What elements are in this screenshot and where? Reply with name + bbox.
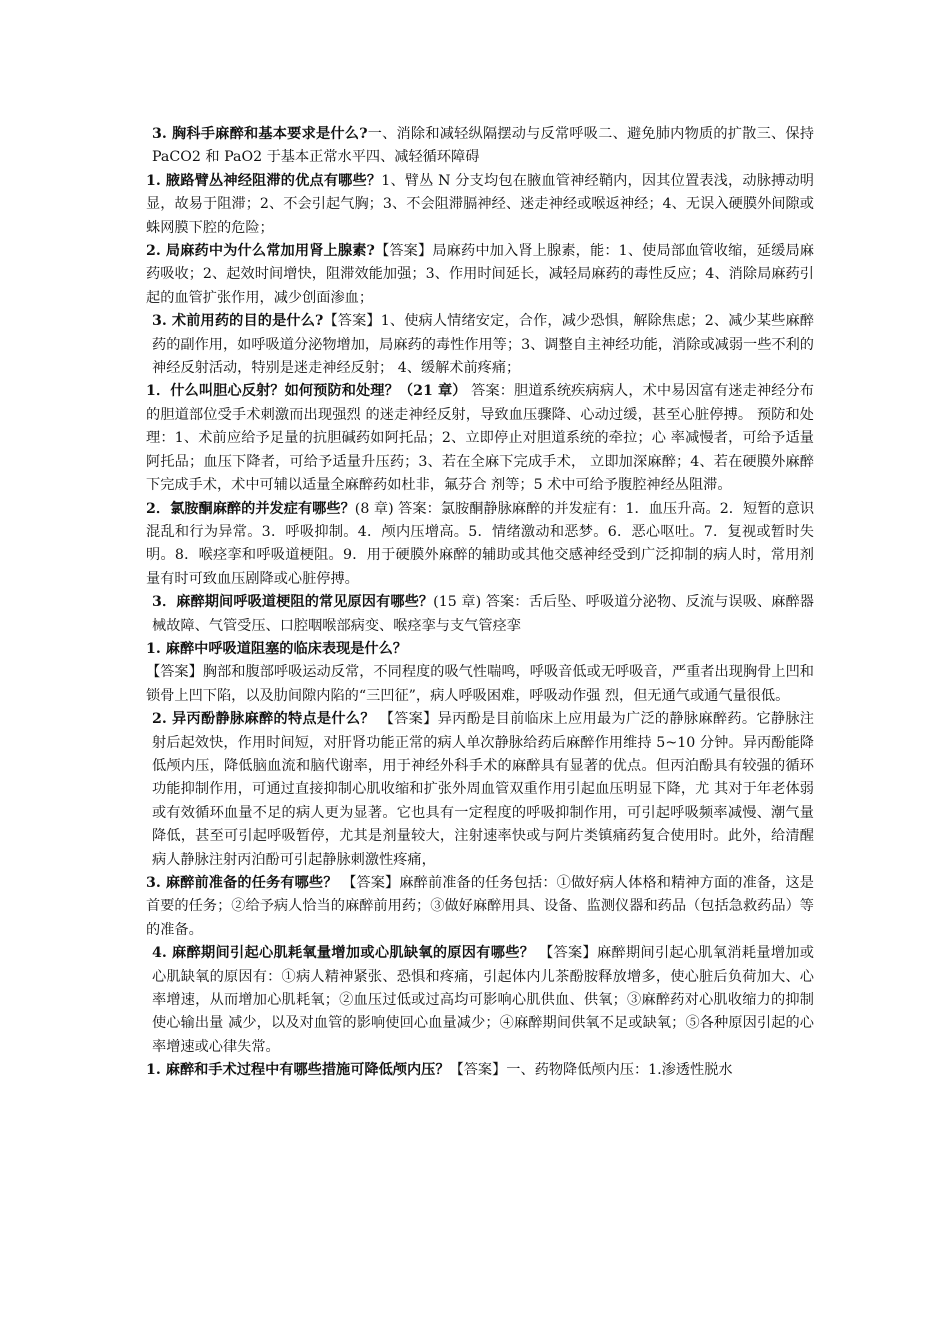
answer-text: 【答案】一、药物降低颅内压：1.渗透性脱水 [449, 1062, 733, 1079]
qa-paragraph [146, 638, 814, 661]
qa-paragraph [146, 591, 814, 638]
question-text: 1．什么叫胆心反射？如何预防和处理？（21 章） [146, 383, 467, 400]
answer-text: (8 章) 答案：氯胺酮静脉麻醉的并发症有：1．血压升高。2．短暂的意识混乱和行为异常。3．呼吸抑制。4．颅内压增高。5．情绪激动和恶梦。6．恶心呕吐。7．复视或暂时失明。8．喉痉挛和呼吸道梗阻。9．用于硬膜外麻醉的辅助或其他交感神经受到广泛抑制的病人时，常用剂量有时可致血压剧降或心脏停搏。 [146, 500, 815, 587]
answer-text: 【答案】麻醉期间引起心肌氧消耗量增加或心肌缺氧的原因有：①病人精神紧张、恐惧和疼痛，引起体内儿茶酚胺释放增多，使心脏后负荷加大、心率增速，从而增加心肌耗氧；②血压过低或过高均可影响心肌供血、供氧；③麻醉药对心肌收缩力的抑制使心输出量 减少，以及对血管的影响使回心血量减少；④麻醉期间供氧不足或缺氧；⑤各种原因引起的心率增速或心律失常。 [152, 945, 814, 1055]
question-text: 4. 麻醉期间引起心肌耗氧量增加或心肌缺氧的原因有哪些？ [152, 945, 535, 962]
answer-text: 【答案】异丙酚是目前临床上应用最为广泛的静脉麻醉药。它静脉注射后起效快，作用时间短，对肝肾功能正常的病人单次静脉给药后麻醉作用维持 5~10 分钟。异丙酚能降低颅内压，降低脑血流和脑代谢率，用于神经外科手术的麻醉具有显著的优点。但丙泊酚具有较强的循环功能抑制作用，可通过直接抑制心肌收缩和扩张外周血管双重作用引起血压明显下降，尤 其对于年老体弱或有效循环血量不足的病人更为显著。它也具有一定程度的呼吸抑制作用，可引起呼吸频率减慢、潮气量降低，甚至可引起呼吸暂停，尤其是剂量较大，注射速率快或与阿片类镇痛药复合使用时。此外，给清醒病人静脉注射丙泊酚可引起静脉刺激性疼痛， [152, 711, 814, 868]
answer-text: 1、臂丛 N 分支均包在腋血管神经鞘内，因其位置表浅，动脉搏动明显，故易于阻滞；2、不会引起气胸；3、不会阻滞膈神经、迷走神经或喉返神经；4、无误入硬膜外间隙或蛛网膜下腔的危险； [146, 172, 814, 236]
qa-paragraph [146, 170, 814, 240]
qa-paragraph [146, 498, 814, 592]
qa-paragraph [146, 708, 814, 872]
question-text: 2．氯胺酮麻醉的并发症有哪些？ [146, 500, 355, 517]
qa-paragraph [146, 942, 814, 1059]
question-text: 1. 麻醉和手术过程中有哪些措施可降低颅内压？ [146, 1062, 450, 1079]
document-page [146, 123, 814, 1083]
qa-paragraph [146, 380, 814, 497]
question-text: 1. 麻醉中呼吸道阻塞的临床表现是什么？ [146, 640, 407, 657]
qa-paragraph [146, 872, 814, 942]
question-text: 2. 异丙酚静脉麻醉的特点是什么？ [152, 711, 375, 728]
answer-text: 【答案】1、使病人情绪安定，合作，减少恐惧，解除焦虑；2、减少某些麻醉药的副作用，如呼吸道分泌物增加，局麻药的毒性作用等；3、调整自主神经功能，消除或减弱一些不利的神经反射活动，特别是迷走神经反射； 4、缓解术前疼痛； [152, 313, 814, 377]
answer-text: 【答案】局麻药中加入肾上腺素，能：1、使局部血管收缩，延缓局麻药吸收；2、起效时间增快，阻滞效能加强；3、作用时间延长，减轻局麻药的毒性反应；4、消除局麻药引起的血管扩张作用，减少创面渗血； [146, 243, 814, 306]
qa-paragraph [146, 240, 814, 310]
question-text: 3. 麻醉前准备的任务有哪些？ [146, 875, 338, 891]
question-text: 3. 胸科手麻醉和基本要求是什么? [152, 126, 368, 142]
question-text: 1. 腋路臂丛神经阻滞的优点有哪些？ [146, 172, 382, 189]
qa-paragraph [146, 1059, 814, 1082]
question-text: 3. 术前用药的目的是什么? [152, 313, 324, 330]
qa-paragraph [146, 310, 814, 380]
answer-text: (15 章) 答案：舌后坠、呼吸道分泌物、反流与误吸、麻醉器械故障、气管受压、口腔咽喉部病变、喉痉挛与支气管痉挛 [152, 594, 814, 634]
answer-text: 【答案】胸部和腹部呼吸运动反常，不同程度的吸气性喘鸣，呼吸音低或无呼吸音，严重者出现胸骨上凹和锁骨上凹下陷，以及肋间隙内陷的“三凹征”，病人呼吸困难，呼吸动作强 烈，但无通气或通气量很低。 [146, 664, 814, 704]
qa-paragraph [146, 123, 814, 170]
answer-text: 一、消除和减轻纵隔摆动与反常呼吸二、避免肺内物质的扩散三、保持 PaCO2 和 PaO2 于基本正常水平四、减轻循环障碍 [152, 126, 814, 166]
qa-paragraph [146, 661, 814, 708]
question-text: 2. 局麻药中为什么常加用肾上腺素? [146, 243, 375, 260]
answer-text: 答案：胆道系统疾病病人，术中易因富有迷走神经分布的胆道部位受手术刺激而出现强烈 的迷走神经反射，导致血压骤降、心动过缓，甚至心脏停搏。 预防和处理：1、术前应给予足量的抗胆碱药如阿托品；2、立即停止对胆道系统的牵拉；心 率减慢者，可给予适量阿托品；血压下降者，可给予适量升压药；3、若在全麻下完成手术， 立即加深麻醉；4、若在硬膜外麻醉下完成手术，术中可辅以适量全麻醉药如杜非，氟芬合 剂等；5 术中可给予腹腔神经丛阻滞。 [146, 383, 814, 494]
answer-text: 【答案】麻醉前准备的任务包括：①做好病人体格和精神方面的准备，这是首要的任务；②给予病人恰当的麻醉前用药；③做好麻醉用具、设备、监测仪器和药品（包括急救药品）等 的准备。 [146, 875, 814, 938]
question-text: 3．麻醉期间呼吸道梗阻的常见原因有哪些？ [152, 594, 434, 611]
